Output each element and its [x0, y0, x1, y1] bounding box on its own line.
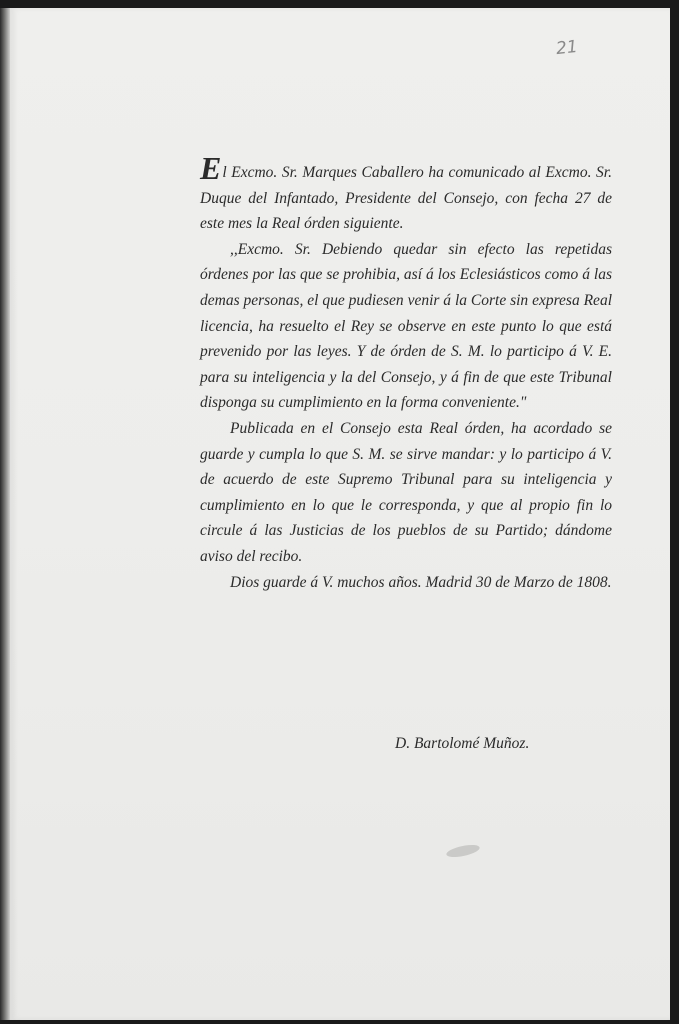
drop-initial: E	[200, 150, 222, 186]
paragraph-1-text: l Excmo. Sr. Marques Caballero ha comunicado al Excmo. Sr. Duque del Infantado, Presidente del Consejo, con fecha 27 de este mes la Real órden siguiente.	[200, 164, 612, 233]
paragraph-1	[200, 150, 612, 237]
signature: D. Bartolomé Muñoz.	[395, 735, 530, 752]
page-edge	[0, 8, 10, 1020]
paragraph-3: Publicada en el Consejo esta Real órden, ha acordado se guarde y cumpla lo que S. M. se sirve mandar: y lo participo á V. de acuerdo de este Supremo Tribunal para su inteligencia y cumplimiento en lo que le corresponda, y que al propio fin lo circule á las Justicias de los pueblos de su Partido; dándome aviso del recibo.	[200, 419, 612, 565]
paragraph-4: Dios guarde á V. muchos años. Madrid 30 de Marzo de 1808.	[230, 573, 612, 591]
paragraph-2: ,,Excmo. Sr. Debiendo quedar sin efecto las repetidas órdenes por las que se prohibia, así á los Eclesiásticos como á las demas personas, el que pudiesen venir á la Corte sin expresa Real licencia, ha resuelto el Rey se observe en este punto lo que está prevenido por las leyes. Y de órden de S. M. lo participo á V. E. para su inteligencia y la del Consejo, y á fin de que este Tribunal disponga su cumplimiento en la forma conveniente."	[200, 240, 612, 412]
page-number: 21	[555, 36, 579, 60]
decree-text	[200, 150, 612, 595]
